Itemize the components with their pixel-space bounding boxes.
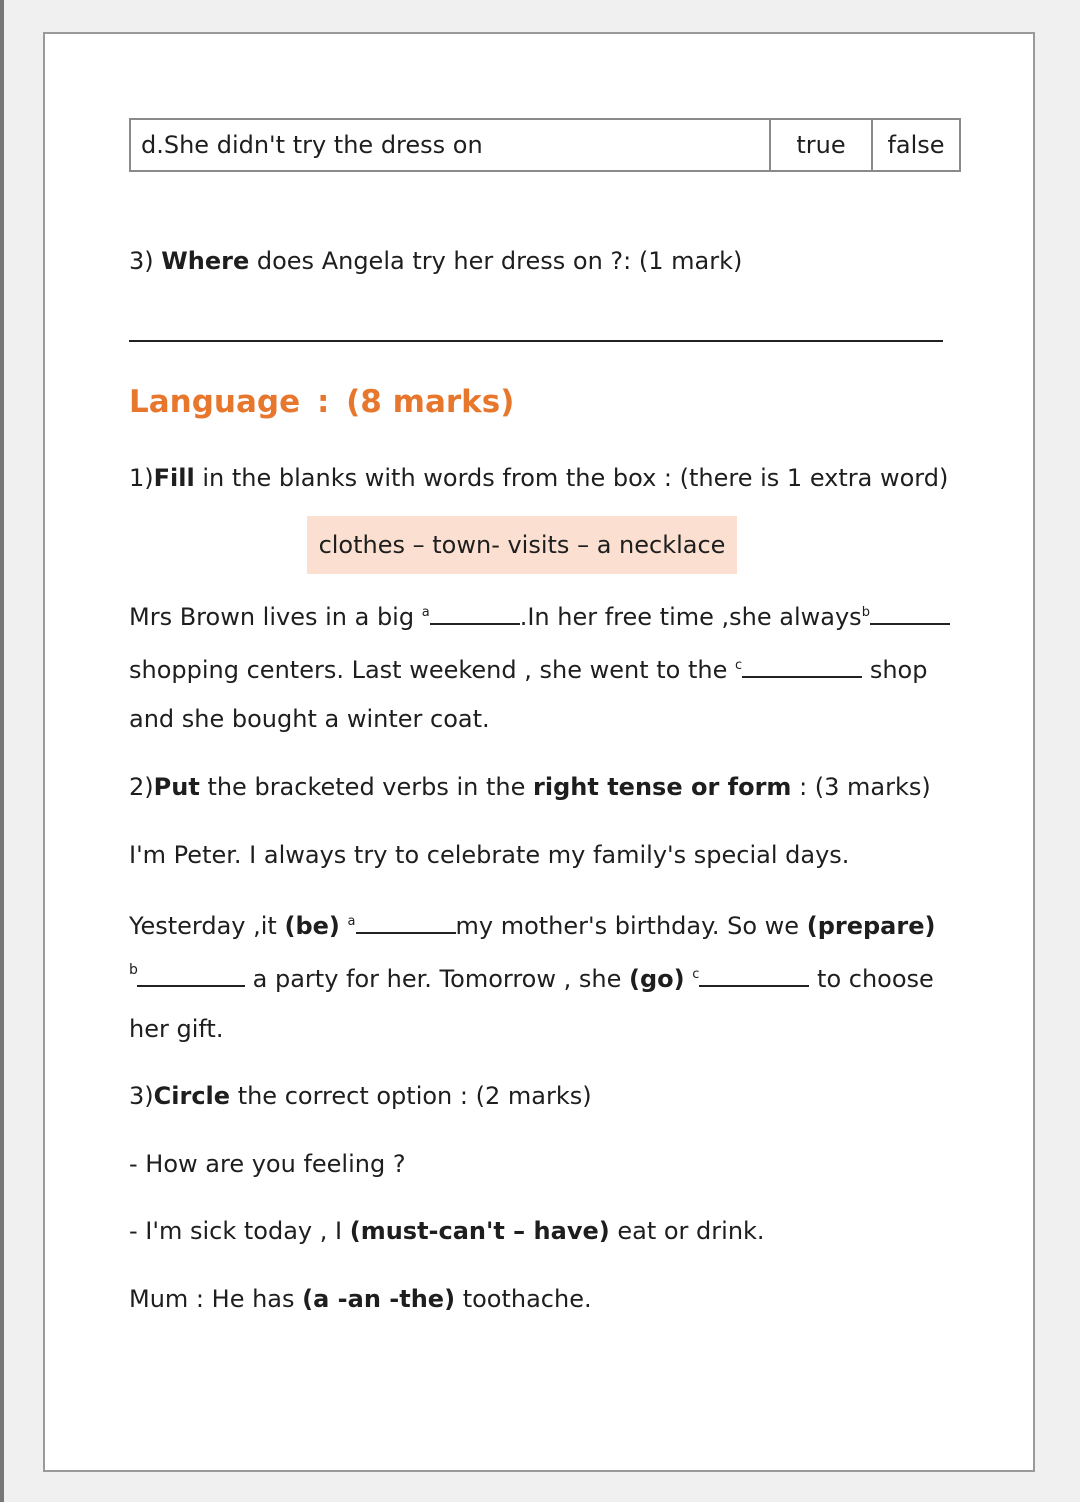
question-3	[129, 245, 742, 277]
verbs-text-2b: to choose	[817, 965, 934, 993]
dialogue-line-2	[129, 1215, 765, 1247]
verbs-keyword: Put	[153, 773, 200, 801]
true-false-table	[129, 118, 961, 172]
dialogue-2b: eat or drink.	[617, 1217, 765, 1245]
fill-blank-b[interactable]	[870, 603, 950, 625]
blank-label-a: a	[421, 605, 430, 620]
fill-keyword: Fill	[153, 464, 195, 492]
verbs-line-3: her gift.	[129, 1015, 224, 1043]
dialogue-3a: Mum : He has	[129, 1285, 295, 1313]
question-3-text: does Angela try her dress on ?: (1 mark)	[256, 247, 743, 275]
verb-be: (be)	[284, 912, 340, 940]
worksheet-page	[43, 32, 1035, 1472]
verbs-line-1	[129, 906, 935, 942]
fill-text-2b: shop	[869, 656, 928, 684]
fill-line-3: and she bought a winter coat.	[129, 705, 490, 733]
language-title: Language	[129, 384, 301, 420]
verbs-instruction	[129, 771, 931, 803]
question-3-number: 3)	[129, 247, 154, 275]
language-heading	[129, 382, 514, 422]
verbs-intro: I'm Peter. I always try to celebrate my family's special days.	[129, 841, 850, 869]
circle-text: the correct option : (2 marks)	[237, 1082, 592, 1110]
fill-text-2a: shopping centers. Last weekend , she went to the	[129, 656, 728, 684]
verbs-text-1b: my mother's birthday. So we	[455, 912, 800, 940]
fill-text: in the blanks with words from the box : (there is 1 extra word)	[202, 464, 949, 492]
fill-text-1a: Mrs Brown lives in a big	[129, 603, 415, 631]
verbs-number: 2)	[129, 773, 154, 801]
verbs-blank-label-c: c	[692, 967, 700, 982]
dialogue-3b: toothache.	[462, 1285, 592, 1313]
fill-blank-a[interactable]	[430, 603, 520, 625]
dialogue-line-1: - How are you feeling ?	[129, 1150, 406, 1178]
blank-label-b: b	[861, 605, 870, 620]
screen-edge	[0, 0, 4, 1502]
verb-prepare: (prepare)	[806, 912, 936, 940]
verb-go: (go)	[629, 965, 685, 993]
modal-options[interactable]: (must-can't – have)	[349, 1217, 610, 1245]
fill-blank-c[interactable]	[742, 656, 862, 678]
language-colon: :	[316, 384, 330, 420]
fill-line-2	[129, 650, 927, 686]
fill-text-1b: .In her free time ,she always	[519, 603, 862, 631]
verbs-blank-a[interactable]	[356, 912, 456, 934]
statement-d: d.She didn't try the dress on	[130, 119, 770, 171]
verbs-text-1a: Yesterday ,it	[129, 912, 277, 940]
blank-label-c: c	[735, 658, 743, 673]
verbs-blank-label-a: a	[347, 914, 356, 929]
false-option[interactable]: false	[872, 119, 960, 171]
dialogue-line-3	[129, 1283, 592, 1315]
verbs-text-2a: a party for her. Tomorrow , she	[252, 965, 622, 993]
word-box: clothes – town- visits – a necklace	[307, 516, 737, 574]
circle-keyword: Circle	[153, 1082, 231, 1110]
verbs-blank-c[interactable]	[699, 965, 809, 987]
true-false-row	[130, 119, 960, 171]
verbs-blank-b[interactable]	[137, 965, 245, 987]
fill-number: 1)	[129, 464, 154, 492]
verbs-text-a: the bracketed verbs in the	[207, 773, 526, 801]
verbs-keyword-2: right tense or form	[533, 773, 792, 801]
question-3-keyword: Where	[161, 247, 250, 275]
language-marks: (8 marks)	[346, 384, 515, 420]
verbs-text-b: : (3 marks)	[799, 773, 931, 801]
verbs-blank-label-b: b	[129, 962, 138, 978]
circle-instruction	[129, 1080, 592, 1112]
answer-line[interactable]	[129, 340, 943, 342]
dialogue-2a: - I'm sick today , I	[129, 1217, 343, 1245]
true-option[interactable]: true	[770, 119, 872, 171]
fill-line-1	[129, 597, 950, 633]
article-options[interactable]: (a -an -the)	[302, 1285, 456, 1313]
fill-instruction	[129, 462, 948, 494]
verbs-line-2	[137, 959, 934, 995]
circle-number: 3)	[129, 1082, 154, 1110]
